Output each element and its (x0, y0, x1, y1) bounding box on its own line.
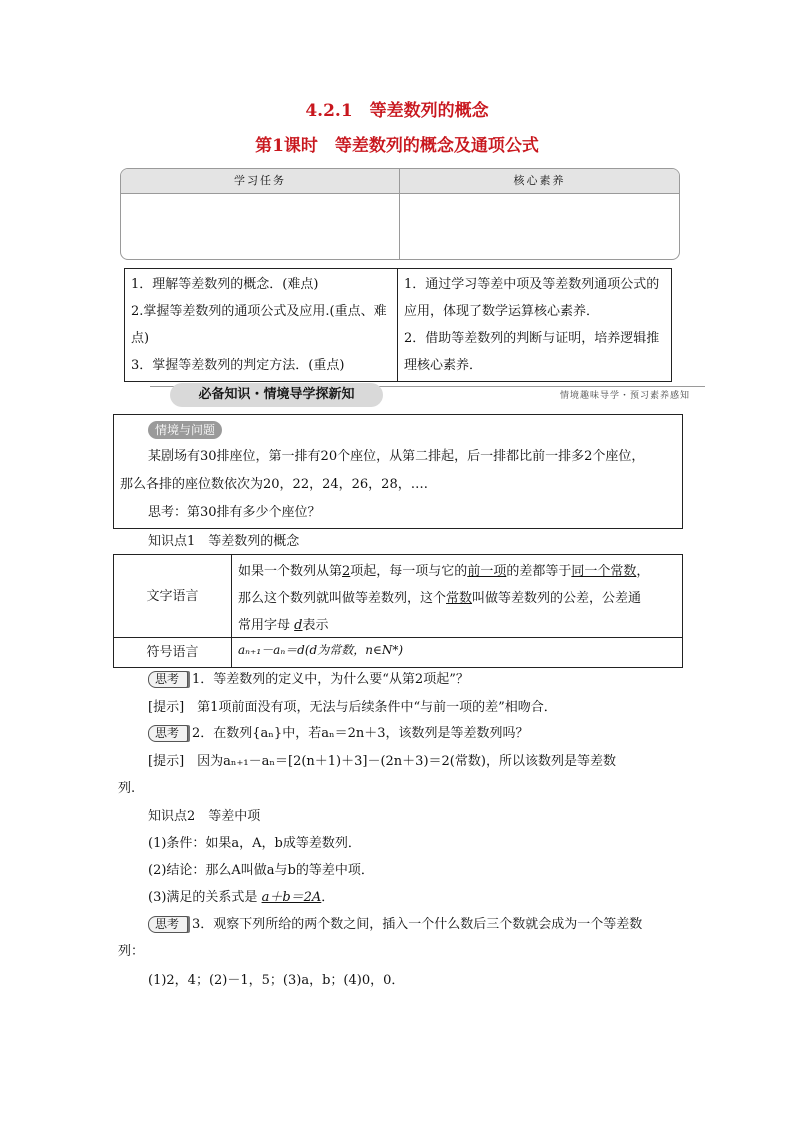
tasks-box (124, 268, 672, 382)
hint-2 (148, 750, 616, 769)
banner-subtitle: 情境趣味导学・预习素养感知 (560, 391, 691, 401)
hint-1 (148, 696, 557, 715)
hint-tag-1: [提示] (148, 700, 185, 715)
kp2-relation-end: ． (321, 890, 335, 905)
lesson-title: 第1课时 等差数列的概念及通项公式 (255, 136, 539, 156)
situation-line-1: 某剧场有30排座位，第一排有20个座位，从第二排起，后一排都比前一排多2个座位， (148, 449, 645, 464)
kp2-relation-formula: a＋b＝2A (261, 890, 322, 905)
task-item-2: 2.掌握等差数列的通项公式及应用.(重点、难点) (131, 304, 387, 346)
header-learning-tasks: 学习任务 (234, 174, 286, 187)
definition-table (113, 554, 683, 668)
section-title: 4.2.1 等差数列的概念 (305, 101, 489, 121)
task-header-row (121, 169, 679, 194)
header-divider (399, 169, 400, 259)
def-part-g: 常用字母 (238, 618, 291, 633)
def-part-f: 叫做等差数列的公差，公差通 (472, 591, 642, 606)
think-tag-3: 思考 (148, 916, 188, 933)
situation-tag: 情境与问题 (148, 421, 222, 439)
def-blank-prev: 前一项 (467, 564, 507, 579)
think-3-text: 3．观察下列所给的两个数之间，插入一个什么数后三个数就会成为一个等差数 (192, 917, 643, 932)
def-blank-letter: d (294, 618, 303, 633)
think-2 (148, 722, 529, 742)
situation-box (113, 414, 683, 529)
def-part-h: 表示 (302, 618, 329, 633)
think-3 (148, 913, 642, 933)
definition-text (238, 558, 678, 639)
def-blank-const: 常数 (446, 591, 473, 606)
hint-tag-2: [提示] (148, 754, 185, 769)
hint-2-text: 因为aₙ₊₁－aₙ＝[2(n＋1)＋3]－(2n＋3)＝2(常数)，所以该数列是等差数 (197, 754, 616, 769)
header-core-literacy: 核心素养 (513, 174, 566, 187)
kp2-relation (148, 886, 334, 905)
section-banner: 必备知识・情境导学探新知 (170, 383, 383, 407)
think-tag-2: 思考 (148, 725, 188, 742)
symbol-formula: aₙ₊₁－aₙ＝d(d为常数，n∈N*) (238, 643, 404, 657)
situation-tag-wrap (148, 419, 222, 439)
literacy-item-2: 2．借助等差数列的判断与证明，培养逻辑推理核心素养． (404, 331, 660, 373)
hint-2-line-2: 列. (118, 781, 136, 796)
label-symbol-language: 符号语言 (146, 645, 199, 660)
task-header-table (120, 168, 680, 260)
think-1 (148, 668, 469, 688)
definition-line-1 (238, 558, 678, 585)
tasks-left-column (125, 269, 397, 381)
task-item-3: 3．掌握等差数列的判定方法．(重点) (131, 358, 345, 373)
situation-question: 思考：第30排有多少个座位？ (148, 505, 321, 520)
def-part-a: 如果一个数列从第 (238, 564, 343, 579)
tasks-right-column (398, 269, 671, 381)
kp2-condition: (1)条件：如果a，A，b成等差数列． (148, 836, 361, 851)
think-3-items: (1)2，4；(2)－1，5；(3)a，b；(4)0，0． (148, 973, 405, 988)
situation-line-2: 那么各排的座位数依次为20，22，24，26，28，…. (120, 477, 428, 492)
kp2-title: 知识点2 等差中项 (148, 809, 261, 824)
think-3-line-2: 列： (118, 944, 145, 959)
label-text-language: 文字语言 (146, 589, 199, 604)
hint-1-text: 第1项前面没有项，无法与后续条件中“与前一项的差”相吻合． (197, 700, 557, 715)
def-part-d: ， (636, 564, 650, 579)
def-part-b: 项起，每一项与它的 (350, 564, 468, 579)
think-1-text: 1．等差数列的定义中，为什么要“从第2项起”？ (192, 672, 469, 687)
kp2-relation-label: (3)满足的关系式是 (148, 890, 258, 905)
literacy-item-1: 1．通过学习等差中项及等差数列通项公式的应用，体现了数学运算核心素养． (404, 277, 660, 319)
definition-line-3 (238, 612, 678, 639)
think-2-text: 2．在数列{aₙ}中，若aₙ＝2n＋3，该数列是等差数列吗？ (192, 726, 529, 741)
kp2-conclusion: (2)结论：那么A叫做a与b的等差中项． (148, 863, 374, 878)
def-part-e: 那么这个数列就叫做等差数列，这个 (238, 591, 447, 606)
def-part-c: 的差都等于 (506, 564, 572, 579)
definition-table-vdivider (231, 555, 232, 667)
kp1-title: 知识点1 等差数列的概念 (148, 534, 300, 549)
def-blank-2: 2 (342, 564, 351, 579)
task-item-1: 1．理解等差数列的概念．(难点) (131, 277, 319, 292)
think-tag-1: 思考 (148, 671, 188, 688)
definition-line-2 (238, 585, 678, 612)
def-blank-same: 同一个常数 (571, 564, 637, 579)
